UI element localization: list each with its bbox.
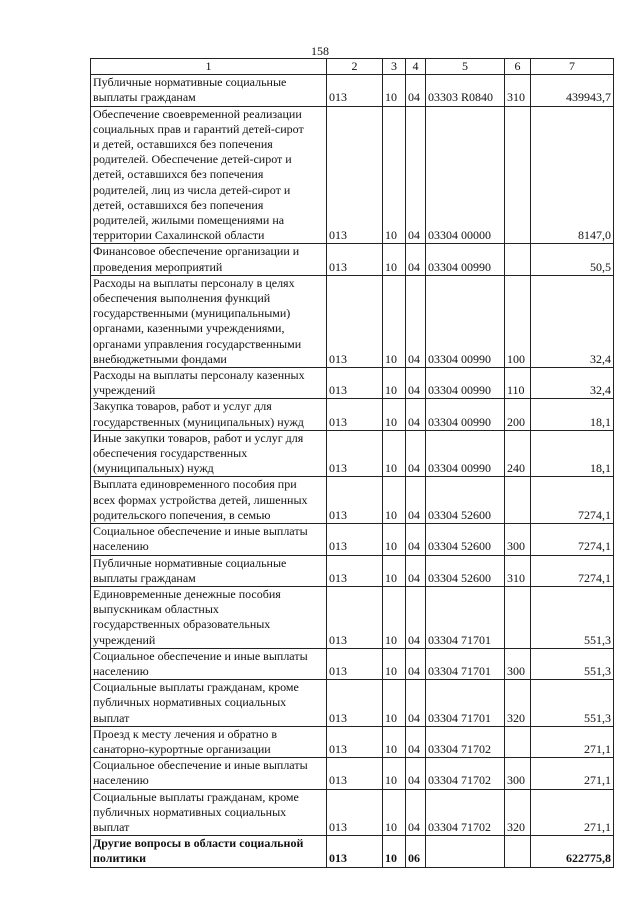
amount: 271,1 [531,789,614,836]
table-row [91,275,614,367]
description-line: (муниципальных) нужд [93,461,214,476]
row-description [91,836,327,867]
target-article-code: 03303 R0840 [426,75,505,106]
description-line: выплаты гражданам [93,90,196,105]
ministry-code: 013 [327,368,383,399]
description-line: органами, казенными учреждениями, [93,321,285,336]
subsection-code: 04 [406,555,426,586]
ministry-code: 013 [327,555,383,586]
table-row [91,368,614,399]
target-article-code: 03304 71701 [426,586,505,648]
amount: 551,3 [531,648,614,679]
description-line: санаторно-курортные организации [93,741,271,756]
expense-type-code: 200 [505,399,531,430]
ministry-code: 013 [327,648,383,679]
description-line: учреждений [93,383,156,398]
amount: 271,1 [531,758,614,789]
expense-type-code: 300 [505,524,531,555]
ministry-code: 013 [327,275,383,367]
section-code: 10 [383,586,406,648]
expense-type-code: 100 [505,275,531,367]
description-line: Обеспечение своевременной реализации [93,106,302,121]
target-article-code: 03304 52600 [426,477,505,524]
target-article-code: 03304 71701 [426,680,505,727]
subsection-code: 04 [406,368,426,399]
description-line: Социальные выплаты гражданам, кроме [93,680,299,695]
subsection-code: 04 [406,789,426,836]
expense-type-code: 320 [505,789,531,836]
description-line: публичных нормативных социальных [93,695,287,710]
description-line: выплат [93,710,130,725]
subsection-code: 04 [406,758,426,789]
description-line: детей, оставшихся без попечения [93,167,264,182]
section-code: 10 [383,275,406,367]
target-article-code: 03304 71702 [426,789,505,836]
section-code: 10 [383,789,406,836]
expense-type-code [505,586,531,648]
subsection-code: 04 [406,524,426,555]
amount: 551,3 [531,680,614,727]
row-description [91,586,327,648]
description-line: государственных образовательных [93,617,271,632]
subsection-code: 04 [406,726,426,757]
ministry-code: 013 [327,758,383,789]
ministry-code: 013 [327,524,383,555]
amount: 7274,1 [531,555,614,586]
target-article-code: 03304 00990 [426,430,505,477]
subsection-code: 04 [406,648,426,679]
header-col-5: 5 [426,59,505,75]
header-col-1: 1 [91,59,327,75]
section-code: 10 [383,555,406,586]
description-line: Социальное обеспечение и иные выплаты [93,648,308,663]
description-line: Публичные нормативные социальные [93,555,287,570]
description-line: Иные закупки товаров, работ и услуг для [93,430,304,445]
expense-type-code: 110 [505,368,531,399]
row-description [91,275,327,367]
description-line: органами управления государственными [93,336,302,351]
description-line: Социальное обеспечение и иные выплаты [93,524,308,539]
description-line: Социальные выплаты гражданам, кроме [93,789,299,804]
expense-type-code: 300 [505,648,531,679]
section-code: 10 [383,758,406,789]
ministry-code: 013 [327,836,383,867]
description-line: Единовременные денежные пособия [93,586,281,601]
expense-type-code [505,836,531,867]
amount: 439943,7 [531,75,614,106]
expense-type-code: 240 [505,430,531,477]
description-line: населению [93,663,149,678]
target-article-code: 03304 71702 [426,726,505,757]
expense-type-code: 310 [505,555,531,586]
ministry-code: 013 [327,399,383,430]
expense-type-code [505,106,531,244]
amount: 18,1 [531,430,614,477]
target-article-code: 03304 52600 [426,524,505,555]
row-description [91,75,327,106]
section-code: 10 [383,75,406,106]
ministry-code: 013 [327,477,383,524]
amount: 8147,0 [531,106,614,244]
table-row [91,555,614,586]
row-description [91,399,327,430]
page-number: 158 [311,44,329,58]
subsection-code: 04 [406,106,426,244]
description-line: обеспечения государственных [93,446,248,461]
table-body [91,75,614,867]
expense-type-code [505,244,531,275]
table-header-row [91,59,614,75]
row-description [91,106,327,244]
table-row [91,726,614,757]
description-line: государственными (муниципальными) [93,306,291,321]
description-line: населению [93,539,149,554]
description-line: Другие вопросы в области социальной [93,836,304,851]
description-line: населению [93,773,149,788]
description-line: Финансовое обеспечение организации и [93,244,300,259]
row-description [91,680,327,727]
expense-type-code [505,477,531,524]
amount: 622775,8 [531,836,614,867]
description-line: Расходы на выплаты персоналу казенных [93,368,305,383]
amount: 551,3 [531,586,614,648]
section-code: 10 [383,244,406,275]
section-code: 10 [383,524,406,555]
target-article-code: 03304 52600 [426,555,505,586]
description-line: Выплата единовременного пособия при [93,477,297,492]
row-description [91,430,327,477]
ministry-code: 013 [327,106,383,244]
table-row [91,477,614,524]
target-article-code: 03304 00990 [426,399,505,430]
row-description [91,244,327,275]
section-code: 10 [383,648,406,679]
header-col-4: 4 [406,59,426,75]
description-line: обеспечения выполнения функций [93,291,271,306]
expense-type-code: 320 [505,680,531,727]
subsection-code: 04 [406,430,426,477]
header-col-3: 3 [383,59,406,75]
description-line: публичных нормативных социальных [93,804,287,819]
amount: 7274,1 [531,524,614,555]
section-code: 10 [383,368,406,399]
subsection-code: 04 [406,275,426,367]
table-row [91,758,614,789]
description-line: родителей. Обеспечение детей-сирот и [93,152,292,167]
amount: 50,5 [531,244,614,275]
description-line: Расходы на выплаты персоналу в целях [93,275,295,290]
section-code: 10 [383,477,406,524]
target-article-code: 03304 71702 [426,758,505,789]
amount: 18,1 [531,399,614,430]
expense-type-code: 300 [505,758,531,789]
subsection-code: 04 [406,399,426,430]
header-col-2: 2 [327,59,383,75]
description-line: территории Сахалинской области [93,228,265,243]
target-article-code: 03304 00990 [426,244,505,275]
description-line: Социальное обеспечение и иные выплаты [93,758,308,773]
description-line: родительского попечения, в семью [93,507,271,522]
description-line: и детей, оставшихся без попечения [93,137,273,152]
table-row [91,399,614,430]
section-code: 10 [383,399,406,430]
section-code: 10 [383,430,406,477]
description-line: внебюджетными фондами [93,351,227,366]
ministry-code: 013 [327,680,383,727]
table-row [91,75,614,106]
description-line: проведения мероприятий [93,259,223,274]
row-description [91,524,327,555]
row-description [91,555,327,586]
section-code: 10 [383,726,406,757]
header-col-7: 7 [531,59,614,75]
budget-table [90,58,614,868]
ministry-code: 013 [327,586,383,648]
target-article-code: 03304 00990 [426,275,505,367]
row-description [91,477,327,524]
description-line: государственных (муниципальных) нужд [93,414,304,429]
table-row [91,106,614,244]
subsection-code: 04 [406,244,426,275]
section-code: 10 [383,836,406,867]
description-line: Публичные нормативные социальные [93,75,287,90]
description-line: родителей, лиц из числа детей-сирот и [93,182,291,197]
description-line: родителей, жилыми помещениями на [93,213,285,228]
expense-type-code [505,726,531,757]
row-description [91,648,327,679]
description-line: социальных прав и гарантий детей-сирот [93,121,304,136]
table-row [91,789,614,836]
ministry-code: 013 [327,789,383,836]
expense-type-code: 310 [505,75,531,106]
table-row [91,524,614,555]
target-article-code: 03304 00000 [426,106,505,244]
target-article-code: 03304 00990 [426,368,505,399]
row-description [91,726,327,757]
amount: 7274,1 [531,477,614,524]
table-row [91,586,614,648]
description-line: выпускникам областных [93,602,219,617]
table-row [91,680,614,727]
amount: 32,4 [531,368,614,399]
description-line: детей, оставшихся без попечения [93,197,264,212]
description-line: Закупка товаров, работ и услуг для [93,399,272,414]
row-description [91,368,327,399]
amount: 32,4 [531,275,614,367]
subsection-code: 04 [406,680,426,727]
section-code: 10 [383,680,406,727]
subsection-code: 04 [406,586,426,648]
description-line: учреждений [93,632,156,647]
table-row [91,836,614,867]
subsection-code: 04 [406,75,426,106]
description-line: Проезд к месту лечения и обратно в [93,726,277,741]
ministry-code: 013 [327,244,383,275]
description-line: выплаты гражданам [93,570,196,585]
target-article-code [426,836,505,867]
row-description [91,789,327,836]
row-description [91,758,327,789]
subsection-code: 04 [406,477,426,524]
description-line: выплат [93,819,130,834]
section-code: 10 [383,106,406,244]
table-row [91,430,614,477]
header-col-6: 6 [505,59,531,75]
ministry-code: 013 [327,726,383,757]
description-line: всех формах устройства детей, лишенных [93,492,308,507]
target-article-code: 03304 71701 [426,648,505,679]
subsection-code: 06 [406,836,426,867]
table-row [91,244,614,275]
description-line: политики [93,851,147,866]
ministry-code: 013 [327,430,383,477]
ministry-code: 013 [327,75,383,106]
table-row [91,648,614,679]
amount: 271,1 [531,726,614,757]
